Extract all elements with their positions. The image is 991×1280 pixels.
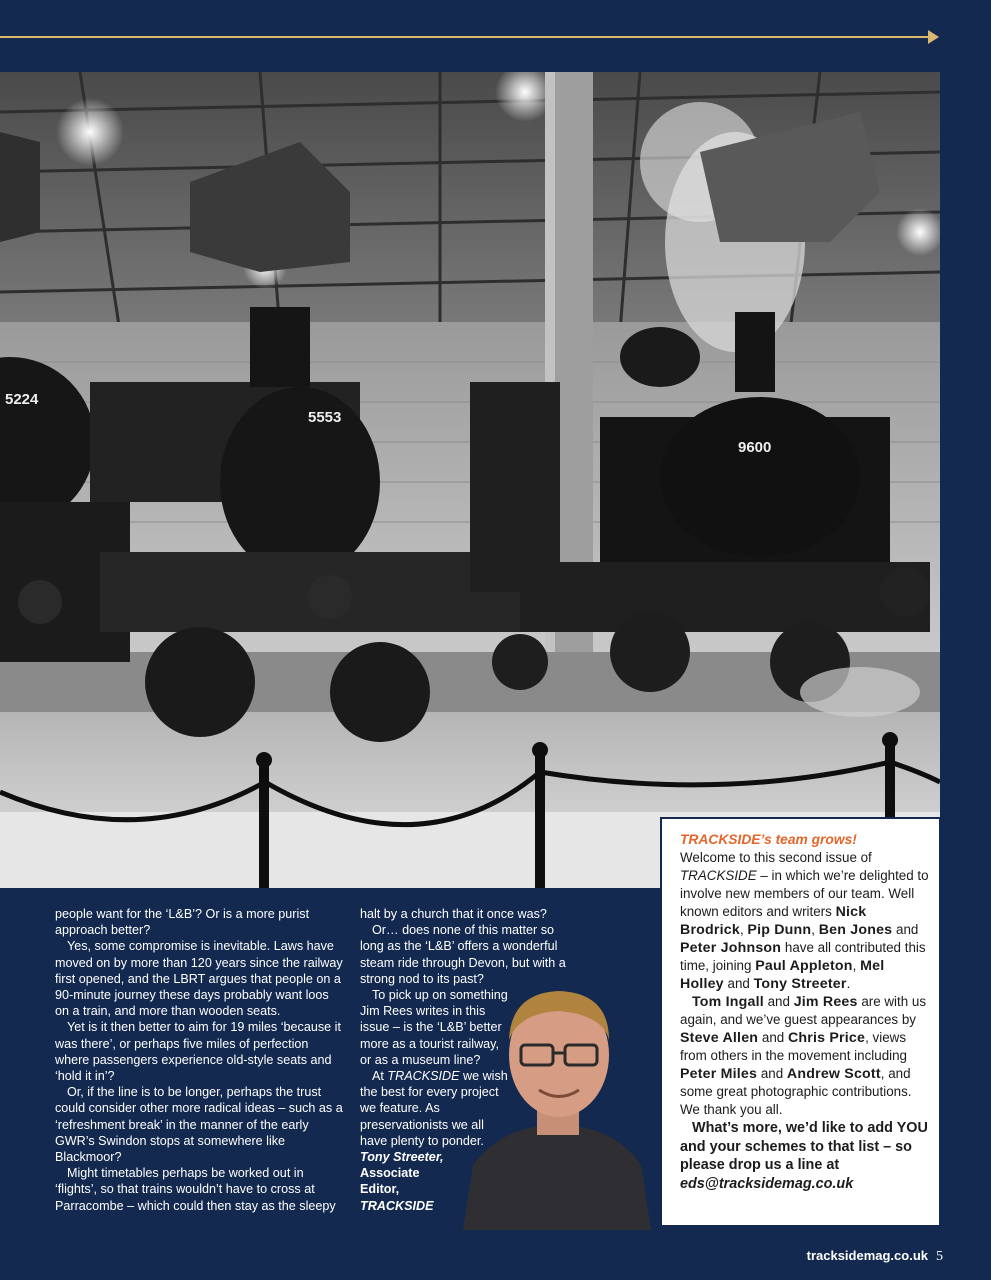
loco-number-5553: 5553: [308, 409, 342, 426]
text-run: At: [372, 1069, 388, 1084]
publication-name: TRACKSIDE: [387, 1069, 460, 1084]
contact-email-link[interactable]: eds@tracksidemag.co.uk: [680, 1175, 854, 1192]
separator: and: [763, 994, 794, 1009]
page-footer: [807, 1248, 943, 1265]
separator: ,: [811, 922, 819, 937]
text-run: are with us again, and we’ve guest appearances by: [680, 994, 927, 1027]
contributor-name: Peter Johnson: [680, 940, 782, 956]
separator: ,: [852, 958, 861, 973]
text-run: – in which we’re delighted to involve new members of our team. Well known editors and writers: [680, 868, 929, 919]
separator: and: [757, 1066, 787, 1081]
text-run: Welcome to this second issue of: [680, 850, 872, 865]
contributor-name: Peter Miles: [680, 1066, 758, 1082]
article-paragraph: Yes, some compromise is inevitable. Laws have moved on by more than 120 years since the railway first opened, and the LBRT argues that people on a 90-minute journey these days probably want loos on a train, and more than wooden seats.: [55, 939, 343, 1019]
publication-name: TRACKSIDE: [680, 868, 757, 883]
signature-name: Tony Streeter,: [360, 1150, 444, 1165]
photo-illustration: [0, 72, 940, 888]
loco-number-9600: 9600: [738, 439, 772, 456]
contributor-name: Andrew Scott: [786, 1066, 881, 1082]
sidebar-paragraph-2: [680, 993, 929, 1119]
article-paragraph: people want for the ‘L&B’? Or is a more purist approach better?: [55, 907, 310, 938]
separator: ,: [739, 922, 748, 937]
locomotive-shed-photo: [0, 72, 940, 888]
text-run: we wish the best for every project we feature. As preservationists we all have plenty to ponder.: [360, 1069, 508, 1148]
editor-portrait: [463, 975, 651, 1230]
separator: and: [723, 976, 754, 991]
contributor-name: Steve Allen: [680, 1030, 759, 1046]
signature-role: Associate: [360, 1166, 420, 1181]
signature-publication: TRACKSIDE: [360, 1198, 434, 1213]
article-paragraph: To pick up on something Jim Rees writes in this issue – is the ‘L&B’ better more as a tourist railway, or as a museum line?: [360, 988, 508, 1067]
text-run: , views from others in the movement including: [680, 1030, 908, 1063]
text-run: have all contributed this time, joining: [680, 940, 926, 973]
sidebar-call-to-action: [680, 1119, 929, 1193]
article-paragraph: Might timetables perhaps be worked out in ‘flights’, so that trains wouldn’t have to cross at Parracombe – which could then stay as the sleepy: [55, 1166, 336, 1213]
article-paragraph: Or… does none of this matter so long as the ‘L&B’ offers a wonderful steam ride through Devon, but with a strong nod to its past?: [360, 923, 566, 986]
arrow-right-icon: [928, 30, 939, 44]
article-paragraph: Yet is it then better to aim for 19 miles ‘because it was there’, or perhaps five miles of perfection where passengers experience old-style seats and ‘hold it in’?: [55, 1020, 341, 1084]
headline-rest: ’s team grows!: [760, 832, 857, 847]
article-column-1: [55, 906, 345, 1214]
contributor-name: Jim Rees: [793, 994, 858, 1010]
cta-text: What’s more, we’d like to add YOU and your schemes to that list – so please drop us a line at: [680, 1120, 928, 1173]
contributor-name: Pip Dunn: [747, 922, 812, 938]
contributor-name: Paul Appleton: [755, 958, 853, 974]
loco-number-5224: 5224: [5, 391, 39, 408]
portrait-illustration: [463, 975, 651, 1230]
page-number: 5: [936, 1249, 943, 1264]
article-paragraph: Or, if the line is to be longer, perhaps the trust could consider other more radical ideas – such as a ‘refreshment break’ in the manner of the early GWR’s Swindon stops at somewhere like Blackmoor?: [55, 1085, 343, 1165]
text-run: , and some great photographic contributions. We thank you all.: [680, 1066, 912, 1117]
contributor-name: Ben Jones: [818, 922, 893, 938]
contributor-name: Tony Streeter: [753, 976, 847, 992]
contributor-name: Chris Price: [787, 1030, 866, 1046]
headline-publication: TRACKSIDE: [680, 832, 761, 847]
article-paragraph: halt by a church that it once was?: [360, 907, 547, 921]
contributor-name: Nick Brodrick: [680, 904, 867, 938]
separator: .: [846, 976, 851, 991]
top-rule: [0, 36, 930, 38]
team-sidebar-box: [660, 817, 941, 1227]
separator: and: [892, 922, 919, 937]
signature-role: Editor,: [360, 1182, 400, 1197]
separator: and: [758, 1030, 788, 1045]
contributor-name: Mel Holley: [680, 958, 885, 992]
sidebar-paragraph-1: [680, 849, 929, 993]
website-link[interactable]: tracksidemag.co.uk: [806, 1248, 928, 1263]
contributor-name: Tom Ingall: [692, 994, 764, 1010]
sidebar-headline: [680, 831, 929, 849]
